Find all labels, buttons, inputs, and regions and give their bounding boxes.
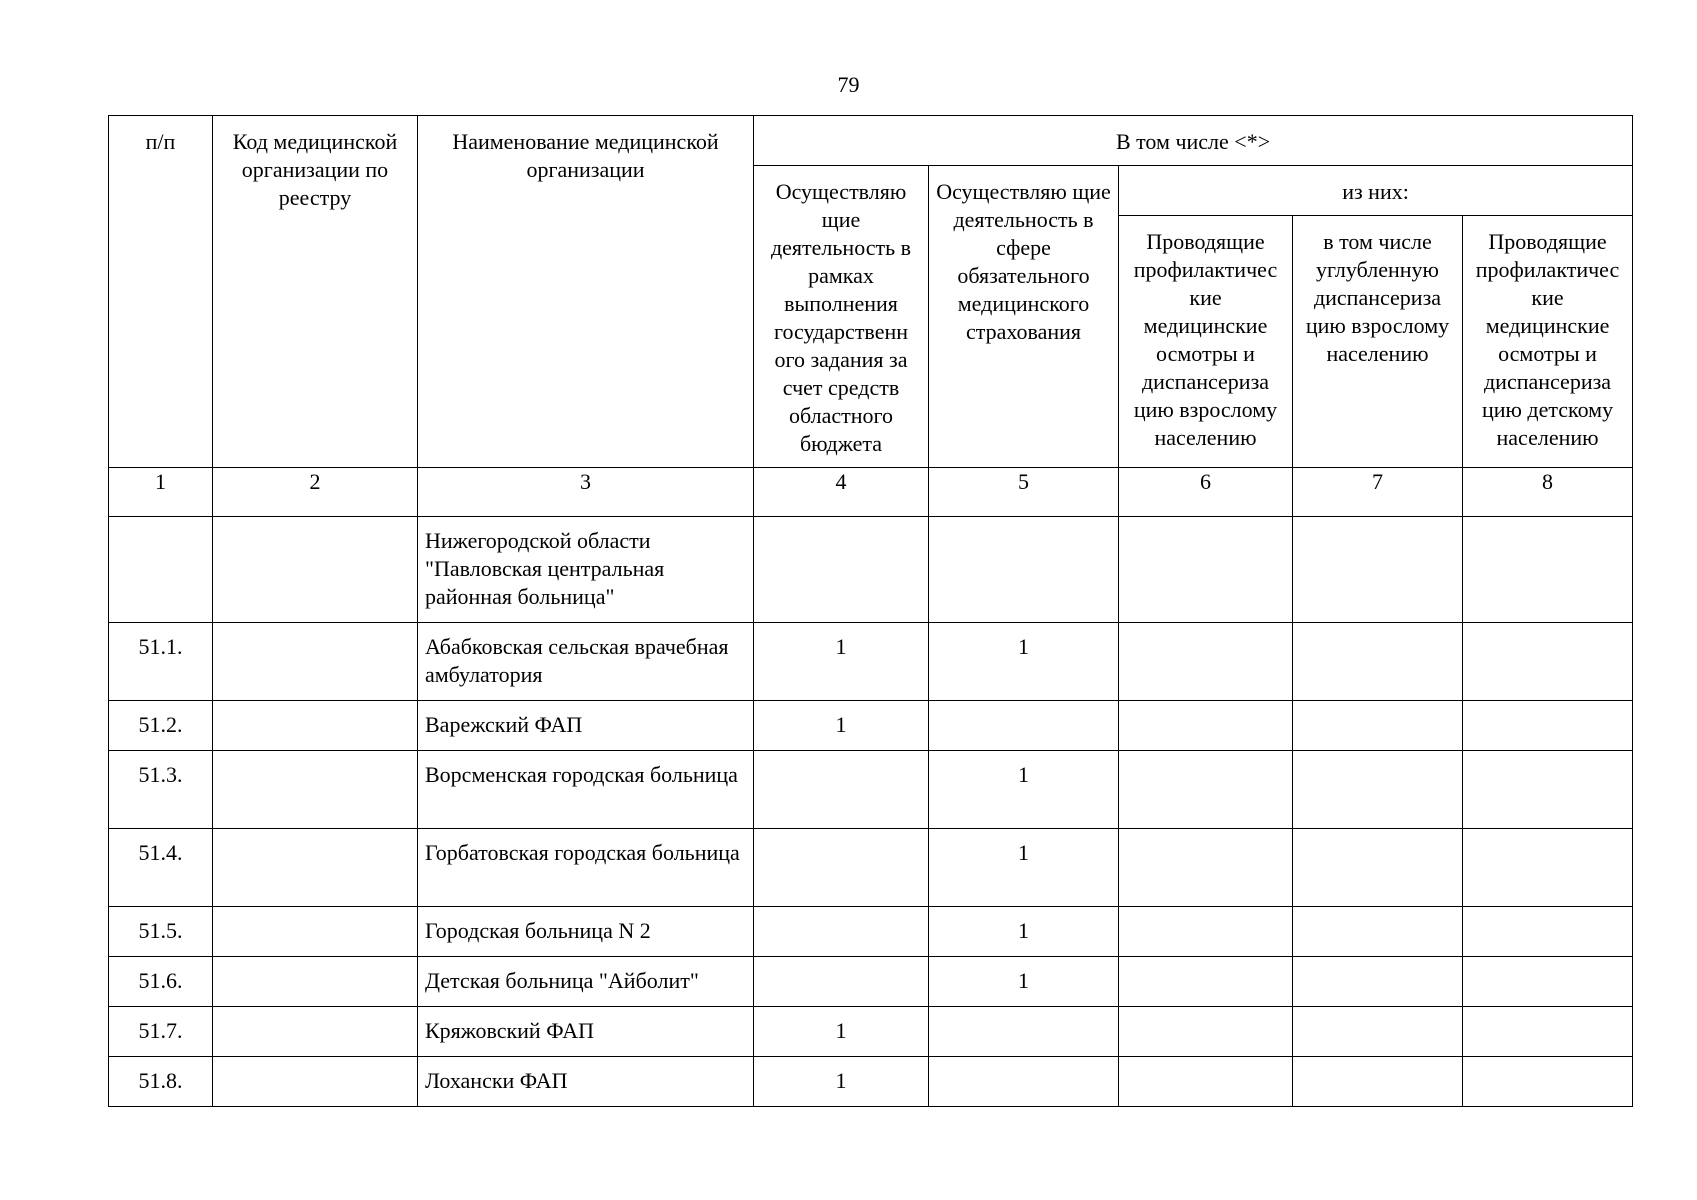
row-code xyxy=(213,957,418,1007)
row-col7 xyxy=(1293,623,1463,701)
row-col6 xyxy=(1119,1057,1293,1107)
row-col4 xyxy=(754,751,929,829)
row-col8 xyxy=(1463,829,1633,907)
row-code xyxy=(213,517,418,623)
row-col6 xyxy=(1119,701,1293,751)
row-col7 xyxy=(1293,829,1463,907)
row-col7 xyxy=(1293,1057,1463,1107)
row-number: 51.6. xyxy=(109,957,213,1007)
row-code xyxy=(213,1057,418,1107)
row-col5 xyxy=(929,1007,1119,1057)
header-state-assignment: Осуществляю щие деятельность в рамках выполнения государственн ого задания за счет средств областного бюджета xyxy=(754,166,929,468)
table-row xyxy=(109,517,1633,623)
row-col8 xyxy=(1463,623,1633,701)
row-col4 xyxy=(754,517,929,623)
row-col7 xyxy=(1293,517,1463,623)
row-col4 xyxy=(754,907,929,957)
table-row xyxy=(109,1007,1633,1057)
row-number: 51.4. xyxy=(109,829,213,907)
row-organization-name: Горбатовская городская больница xyxy=(418,829,754,907)
row-number: 51.3. xyxy=(109,751,213,829)
row-number: 51.8. xyxy=(109,1057,213,1107)
column-number: 2 xyxy=(213,468,418,517)
row-col8 xyxy=(1463,701,1633,751)
row-col8 xyxy=(1463,1007,1633,1057)
table-row xyxy=(109,623,1633,701)
row-col5 xyxy=(929,517,1119,623)
column-number: 5 xyxy=(929,468,1119,517)
column-number: 8 xyxy=(1463,468,1633,517)
table-row xyxy=(109,907,1633,957)
row-col4: 1 xyxy=(754,623,929,701)
row-number: 51.2. xyxy=(109,701,213,751)
row-col6 xyxy=(1119,623,1293,701)
header-in-depth-dispensary: в том числе углубленную диспансериза цию взрослому населению xyxy=(1293,216,1463,468)
row-col5: 1 xyxy=(929,829,1119,907)
row-number: 51.7. xyxy=(109,1007,213,1057)
header-child-checkups: Проводящие профилактичес кие медицинские осмотры и диспансериза цию детскому населению xyxy=(1463,216,1633,468)
row-col8 xyxy=(1463,751,1633,829)
row-organization-name: Нижегородской области "Павловская центральная районная больница" xyxy=(418,517,754,623)
row-organization-name: Абабковская сельская врачебная амбулатория xyxy=(418,623,754,701)
row-col4 xyxy=(754,957,929,1007)
row-col6 xyxy=(1119,829,1293,907)
row-organization-name: Городская больница N 2 xyxy=(418,907,754,957)
row-code xyxy=(213,907,418,957)
row-organization-name: Кряжовский ФАП xyxy=(418,1007,754,1057)
header-registry-code: Код медицинской организации по реестру xyxy=(213,116,418,468)
row-organization-name: Лохански ФАП xyxy=(418,1057,754,1107)
column-numbers-row xyxy=(109,468,1633,517)
row-number: 51.1. xyxy=(109,623,213,701)
table-row xyxy=(109,829,1633,907)
row-col8 xyxy=(1463,907,1633,957)
row-col4: 1 xyxy=(754,701,929,751)
row-code xyxy=(213,1007,418,1057)
row-col6 xyxy=(1119,957,1293,1007)
row-col6 xyxy=(1119,1007,1293,1057)
column-number: 4 xyxy=(754,468,929,517)
header-adult-checkups: Проводящие профилактичес кие медицинские осмотры и диспансериза цию взрослому населению xyxy=(1119,216,1293,468)
row-col5: 1 xyxy=(929,751,1119,829)
row-code xyxy=(213,623,418,701)
row-col4: 1 xyxy=(754,1007,929,1057)
registry-table xyxy=(108,115,1633,1107)
row-col7 xyxy=(1293,907,1463,957)
header-compulsory-insurance: Осуществляю щие деятельность в сфере обязательного медицинского страхования xyxy=(929,166,1119,468)
row-col7 xyxy=(1293,701,1463,751)
column-number: 6 xyxy=(1119,468,1293,517)
row-code xyxy=(213,829,418,907)
row-col5 xyxy=(929,701,1119,751)
row-organization-name: Ворсменская городская больница xyxy=(418,751,754,829)
row-code xyxy=(213,751,418,829)
row-col5: 1 xyxy=(929,623,1119,701)
row-col5: 1 xyxy=(929,907,1119,957)
row-col5 xyxy=(929,1057,1119,1107)
column-number: 7 xyxy=(1293,468,1463,517)
row-code xyxy=(213,701,418,751)
row-col6 xyxy=(1119,517,1293,623)
row-col8 xyxy=(1463,957,1633,1007)
header-organization-name: Наименование медицинской организации xyxy=(418,116,754,468)
row-col4 xyxy=(754,829,929,907)
row-col7 xyxy=(1293,957,1463,1007)
row-col7 xyxy=(1293,1007,1463,1057)
row-number xyxy=(109,517,213,623)
row-col6 xyxy=(1119,751,1293,829)
header-of-them: из них: xyxy=(1119,166,1633,216)
header-row-number: п/п xyxy=(109,116,213,468)
row-organization-name: Детская больница "Айболит" xyxy=(418,957,754,1007)
header-including-group: В том числе <*> xyxy=(754,116,1633,166)
table-row xyxy=(109,751,1633,829)
table-row xyxy=(109,701,1633,751)
row-organization-name: Варежский ФАП xyxy=(418,701,754,751)
column-number: 1 xyxy=(109,468,213,517)
row-col6 xyxy=(1119,907,1293,957)
row-col8 xyxy=(1463,1057,1633,1107)
row-col7 xyxy=(1293,751,1463,829)
row-col8 xyxy=(1463,517,1633,623)
column-number: 3 xyxy=(418,468,754,517)
row-col5: 1 xyxy=(929,957,1119,1007)
table-row xyxy=(109,957,1633,1007)
table-row xyxy=(109,1057,1633,1107)
page-number: 79 xyxy=(837,72,860,97)
row-number: 51.5. xyxy=(109,907,213,957)
row-col4: 1 xyxy=(754,1057,929,1107)
